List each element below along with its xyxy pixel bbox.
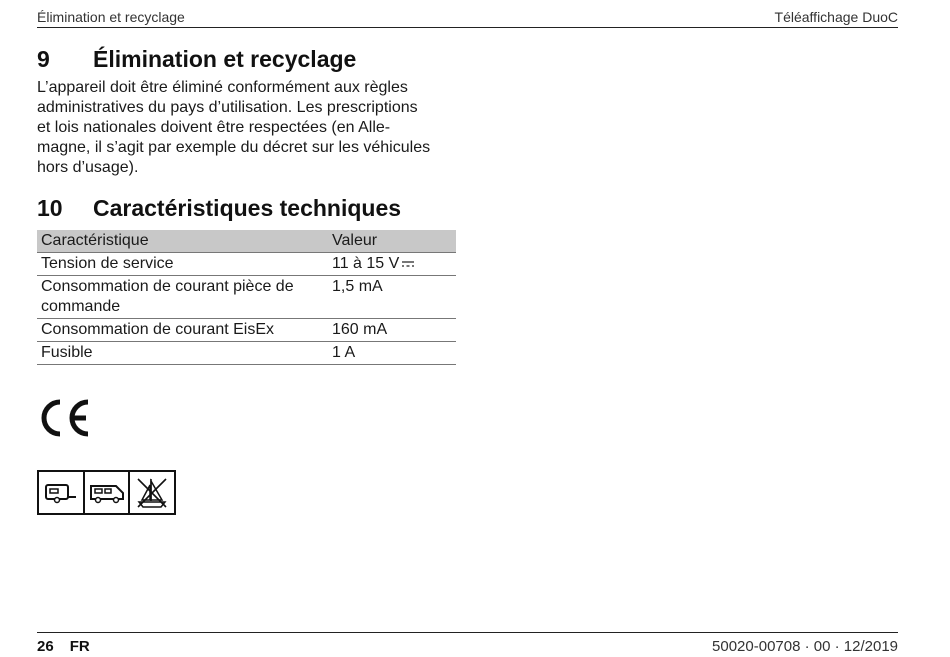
table-row <box>37 276 456 319</box>
row-label: Consommation de courant EisEx <box>37 319 328 342</box>
boat-crossed-cell <box>130 472 174 513</box>
caravan-icon <box>43 480 79 506</box>
motorhome-cell <box>85 472 131 513</box>
footer-page-info <box>37 638 90 655</box>
row-value: 160 mA <box>328 319 456 342</box>
header-section-title: Élimination et recyclage <box>37 9 185 25</box>
row-value: 1,5 mA <box>328 276 456 319</box>
table-row <box>37 253 456 276</box>
section-9-paragraph <box>37 78 457 178</box>
row-label <box>37 276 328 319</box>
section-10-number: 10 <box>37 195 63 221</box>
table-header-row <box>37 230 456 253</box>
language-code: FR <box>69 638 90 655</box>
page-number: 26 <box>37 638 54 655</box>
page-header <box>37 7 898 28</box>
dc-voltage-icon <box>401 259 415 269</box>
section-10-heading <box>37 195 401 222</box>
vehicle-usage-icons <box>37 470 176 515</box>
row-label-line: commande <box>41 298 121 315</box>
motorhome-icon <box>88 480 126 506</box>
page-footer <box>37 632 898 655</box>
column-header-value: Valeur <box>328 230 456 253</box>
row-label: Tension de service <box>37 253 328 276</box>
row-label-line: Consommation de courant pièce de <box>41 278 294 295</box>
paragraph-line: et lois nationales doivent être respectées (en Alle- <box>37 119 391 136</box>
paragraph-line: magne, il s’agit par exemple du décret sur les véhicules <box>37 139 431 156</box>
column-header-characteristic: Caractéristique <box>37 230 328 253</box>
ce-mark-icon <box>36 398 92 438</box>
row-value <box>328 253 456 276</box>
row-label: Fusible <box>37 342 328 365</box>
table-row <box>37 319 456 342</box>
section-9-number: 9 <box>37 46 50 72</box>
paragraph-line: L’appareil doit être éliminé conformément aux règles <box>37 79 408 96</box>
section-9-title: Élimination et recyclage <box>93 46 357 72</box>
boat-crossed-icon <box>134 476 170 510</box>
row-value: 1 A <box>328 342 456 365</box>
row-value-text: 11 à 15 V <box>332 255 400 272</box>
table-row <box>37 342 456 365</box>
header-product-name: Téléaffichage DuoC <box>774 9 898 25</box>
paragraph-line: administratives du pays d’utilisation. Les prescriptions <box>37 99 418 116</box>
document-reference: 50020-00708 · 00 · 12/2019 <box>712 638 898 655</box>
section-10-title: Caractéristiques techniques <box>93 195 402 221</box>
section-9-heading <box>37 46 356 73</box>
paragraph-line: hors d’usage). <box>37 159 139 176</box>
caravan-cell <box>39 472 85 513</box>
technical-specs-table <box>37 230 456 365</box>
